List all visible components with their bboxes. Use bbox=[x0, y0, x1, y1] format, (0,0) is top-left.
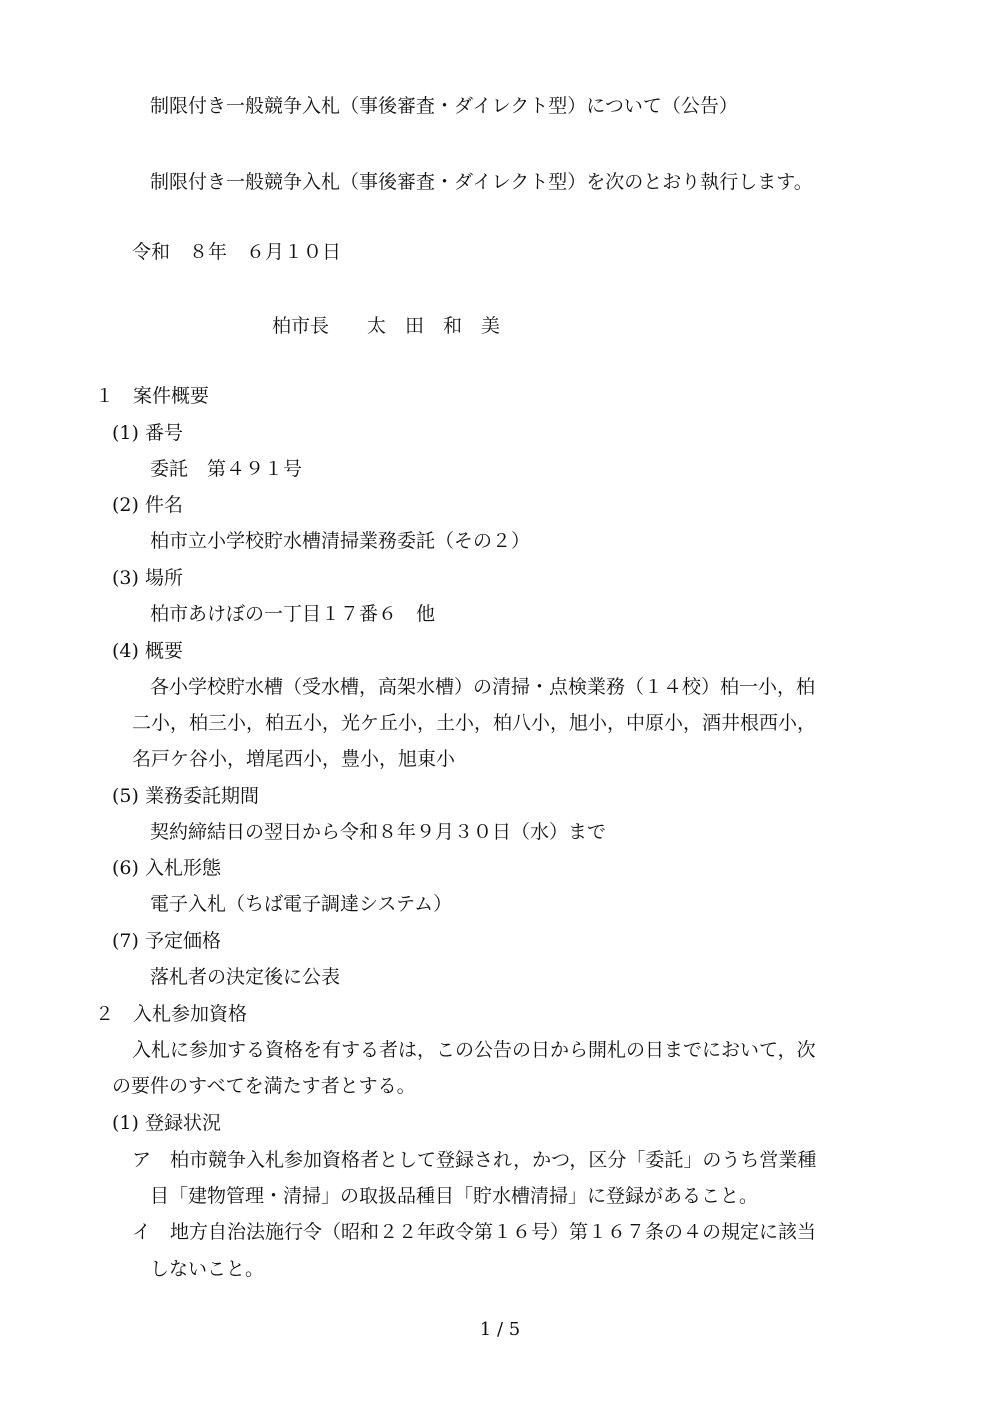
form-label: (6) 入札形態 bbox=[112, 857, 221, 879]
number-value: 委託 第４９１号 bbox=[150, 458, 303, 480]
mayor-signature: 柏市長 太 田 和 美 bbox=[272, 315, 501, 337]
notice-date: 令和 ８年 ６月１０日 bbox=[132, 241, 342, 263]
section-1-heading: １ 案件概要 bbox=[95, 385, 210, 407]
section-2-heading: ２ 入札参加資格 bbox=[95, 1003, 248, 1025]
eligibility-para-line-2: の要件のすべてを満たす者とする。 bbox=[112, 1075, 416, 1097]
period-value: 契約締結日の翌日から令和８年９月３０日（水）まで bbox=[150, 821, 607, 843]
form-value: 電子入札（ちば電子調達システム） bbox=[150, 893, 453, 915]
name-label: (2) 件名 bbox=[112, 494, 183, 516]
period-label: (5) 業務委託期間 bbox=[112, 785, 259, 807]
summary-line-2: 二小，柏三小，柏五小，光ケ丘小，土小，柏八小，旭小，中原小，酒井根西小， bbox=[132, 712, 817, 734]
page-number: 1 / 5 bbox=[479, 1319, 521, 1340]
summary-line-3: 名戸ケ谷小，増尾西小，豊小，旭東小 bbox=[132, 748, 456, 770]
number-label: (1) 番号 bbox=[112, 422, 183, 444]
item-a-line-2: 目「建物管理・清掃」の取扱品種目「貯水槽清掃」に登録があること。 bbox=[150, 1185, 759, 1207]
notice-title: 制限付き一般競争入札（事後審査・ダイレクト型）について（公告） bbox=[150, 95, 738, 117]
intro-text: 制限付き一般競争入札（事後審査・ダイレクト型）を次のとおり執行します。 bbox=[150, 171, 813, 193]
item-i-line-1: イ 地方自治法施行令（昭和２２年政令第１６号）第１６７条の４の規定に該当 bbox=[132, 1221, 817, 1243]
place-label: (3) 場所 bbox=[112, 567, 183, 589]
item-a-line-1: ア 柏市競争入札参加資格者として登録され，かつ，区分「委託」のうち営業種 bbox=[132, 1149, 817, 1171]
place-value: 柏市あけぼの一丁目１７番６ 他 bbox=[150, 603, 436, 625]
price-label: (7) 予定価格 bbox=[112, 930, 221, 952]
summary-line-1: 各小学校貯水槽（受水槽，高架水槽）の清掃・点検業務（１４校）柏一小，柏 bbox=[150, 676, 816, 698]
registration-label: (1) 登録状況 bbox=[112, 1112, 221, 1134]
item-i-line-2: しないこと。 bbox=[150, 1258, 265, 1280]
eligibility-para-line-1: 入札に参加する資格を有する者は，この公告の日から開札の日までにおいて，次 bbox=[132, 1039, 816, 1061]
price-value: 落札者の決定後に公表 bbox=[150, 966, 341, 988]
name-value: 柏市立小学校貯水槽清掃業務委託（その２） bbox=[150, 530, 531, 552]
summary-label: (4) 概要 bbox=[112, 640, 183, 662]
